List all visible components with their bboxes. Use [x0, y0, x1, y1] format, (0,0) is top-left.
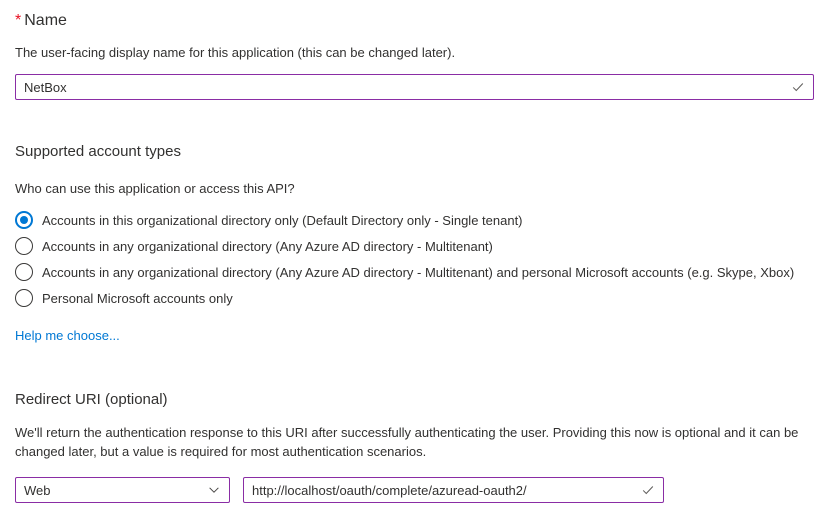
chevron-down-icon [207, 483, 221, 497]
account-types-question: Who can use this application or access this API? [15, 181, 295, 196]
redirect-uri-title: Redirect URI (optional) [15, 391, 168, 408]
name-section-title [15, 11, 814, 30]
platform-select[interactable] [15, 477, 230, 503]
radio-option-multitenant[interactable] [15, 233, 814, 259]
check-icon [641, 483, 655, 497]
radio-option-label[interactable]: Accounts in any organizational directory (Any Azure AD directory - Multitenant) and personal Microsoft accounts (e.g. Skype, Xbox) [42, 264, 795, 280]
radio-option-personal-only[interactable] [15, 285, 814, 311]
redirect-uri-input-container [243, 477, 664, 503]
redirect-uri-description: We'll return the authentication response to this URI after successfully authenticating the user. Providing this now is optional and it can be changed later, but a value is required for most authentication scenarios. [15, 425, 799, 459]
supported-account-types-title: Supported account types [15, 143, 181, 160]
radio-button[interactable] [15, 263, 33, 281]
help-me-choose-link[interactable]: Help me choose... [15, 328, 120, 343]
radio-option-label[interactable]: Accounts in any organizational directory (Any Azure AD directory - Multitenant) [42, 238, 493, 254]
required-asterisk: * [15, 12, 22, 29]
app-registration-form [0, 11, 829, 503]
radio-option-label[interactable]: Accounts in this organizational directory only (Default Directory only - Single tenant) [42, 212, 523, 228]
radio-option-label[interactable]: Personal Microsoft accounts only [42, 290, 233, 306]
redirect-uri-row [15, 477, 814, 503]
radio-option-multitenant-personal[interactable] [15, 259, 814, 285]
radio-button[interactable] [15, 211, 33, 229]
redirect-uri-input[interactable] [244, 483, 641, 498]
check-icon [791, 80, 805, 94]
account-types-radio-group [15, 207, 814, 311]
radio-button[interactable] [15, 237, 33, 255]
platform-select-value: Web [24, 482, 51, 498]
name-input[interactable] [16, 80, 791, 95]
name-description: The user-facing display name for this application (this can be changed later). [15, 45, 456, 60]
name-title-text: Name [24, 12, 67, 29]
radio-dot [20, 216, 28, 224]
radio-button[interactable] [15, 289, 33, 307]
radio-option-single-tenant[interactable] [15, 207, 814, 233]
name-input-container [15, 74, 814, 100]
